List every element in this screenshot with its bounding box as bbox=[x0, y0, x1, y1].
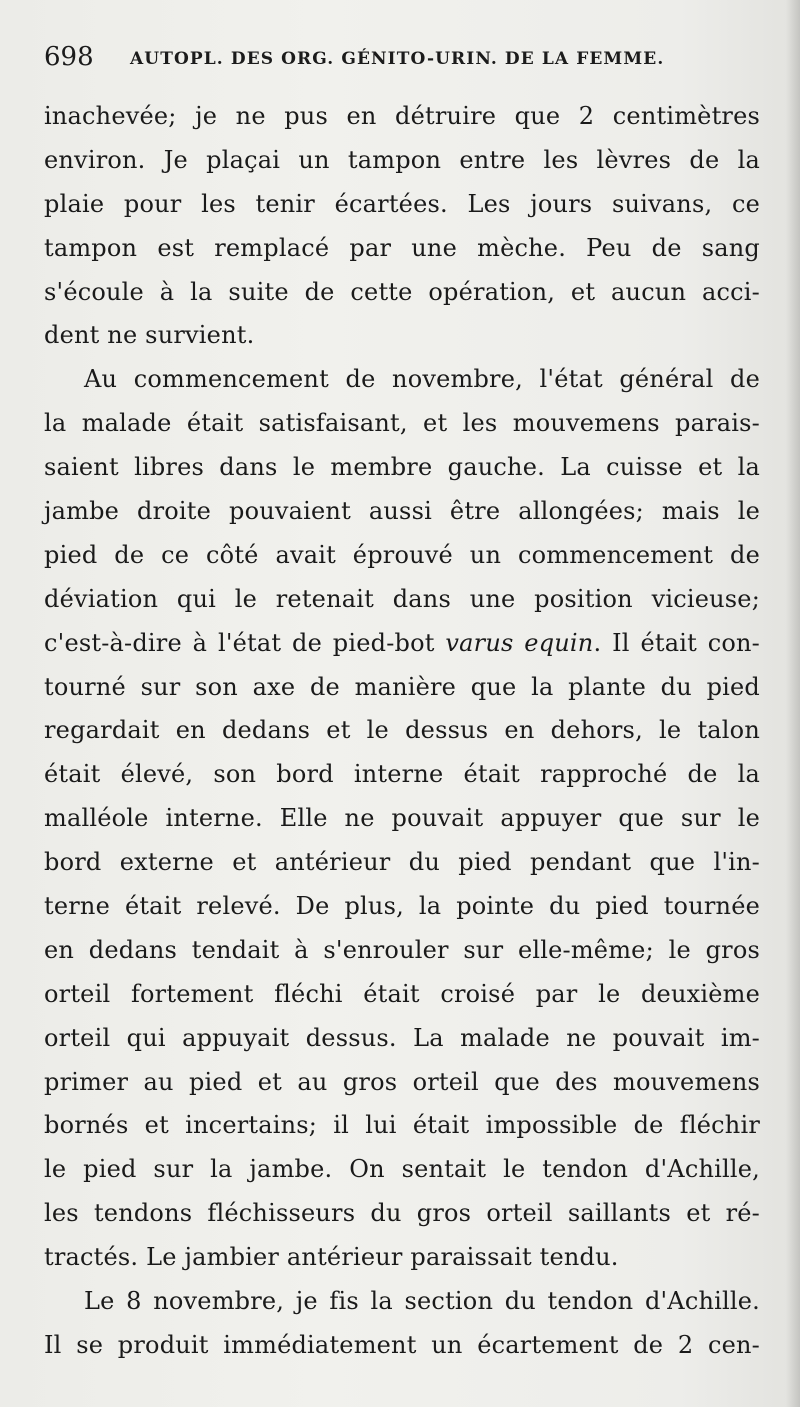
text-line: les tendons fléchisseurs du gros orteil saillants et ré- bbox=[44, 1199, 760, 1228]
text-line: bord externe et antérieur du pied pendant que l'in- bbox=[44, 848, 760, 877]
text-line: plaie pour les tenir écartées. Les jours suivans, ce bbox=[44, 189, 760, 218]
paragraph-end-line: dent ne survient. bbox=[44, 321, 255, 350]
line-text-after-italic: . Il était con- bbox=[593, 628, 760, 657]
text-line: en dedans tendait à s'enrouler sur elle-même; le gros bbox=[44, 935, 760, 964]
text-line: bornés et incertains; il lui était impossible de fléchir bbox=[44, 1111, 760, 1140]
text-line: orteil fortement fléchi était croisé par le deuxième bbox=[44, 979, 760, 1008]
italic-term-varus-equin: varus equin bbox=[445, 628, 594, 657]
text-line: le pied sur la jambe. On sentait le tendon d'Achille, bbox=[44, 1155, 760, 1184]
text-line: primer au pied et au gros orteil que des mouvemens bbox=[44, 1067, 760, 1096]
paragraph-end-line: tractés. Le jambier antérieur paraissait tendu. bbox=[44, 1243, 619, 1272]
text-line: tampon est remplacé par une mèche. Peu de sang bbox=[44, 233, 760, 262]
page-edge-shadow bbox=[786, 0, 800, 1407]
running-head: AUTOPL. DES ORG. GÉNITO-URIN. DE LA FEMME. bbox=[130, 49, 665, 69]
body-text bbox=[44, 95, 760, 1368]
page-number: 698 bbox=[44, 42, 94, 72]
text-line: orteil qui appuyait dessus. La malade ne pouvait im- bbox=[44, 1023, 760, 1052]
text-line: la malade était satisfaisant, et les mouvemens parais- bbox=[44, 409, 760, 438]
line-text-before-italic: c'est-à-dire à l'état de pied-bot bbox=[44, 628, 446, 657]
text-line: pied de ce côté avait éprouvé un commencement de bbox=[44, 540, 760, 569]
text-line: déviation qui le retenait dans une position vicieuse; bbox=[44, 584, 760, 613]
text-line: saient libres dans le membre gauche. La cuisse et la bbox=[44, 453, 760, 482]
text-line-with-italic bbox=[44, 622, 760, 666]
text-line: regardait en dedans et le dessus en dehors, le talon bbox=[44, 716, 760, 745]
paragraph-start-line: Au commencement de novembre, l'état général de bbox=[84, 365, 760, 394]
text-line: inachevée; je ne pus en détruire que 2 centimètres bbox=[44, 102, 760, 130]
text-line: tourné sur son axe de manière que la plante du pied bbox=[44, 672, 760, 701]
text-line: jambe droite pouvaient aussi être allongées; mais le bbox=[44, 497, 760, 526]
paragraph-start-line: Le 8 novembre, je fis la section du tendon d'Achille. bbox=[84, 1287, 760, 1316]
text-line: terne était relevé. De plus, la pointe du pied tournée bbox=[44, 892, 760, 921]
text-line: malléole interne. Elle ne pouvait appuyer que sur le bbox=[44, 804, 760, 833]
page-header bbox=[44, 40, 764, 80]
text-line: s'écoule à la suite de cette opération, et aucun acci- bbox=[44, 277, 760, 306]
text-line: était élevé, son bord interne était rapproché de la bbox=[44, 760, 760, 789]
text-line: environ. Je plaçai un tampon entre les lèvres de la bbox=[44, 145, 760, 174]
text-line: Il se produit immédiatement un écartement de 2 cen- bbox=[44, 1330, 760, 1359]
